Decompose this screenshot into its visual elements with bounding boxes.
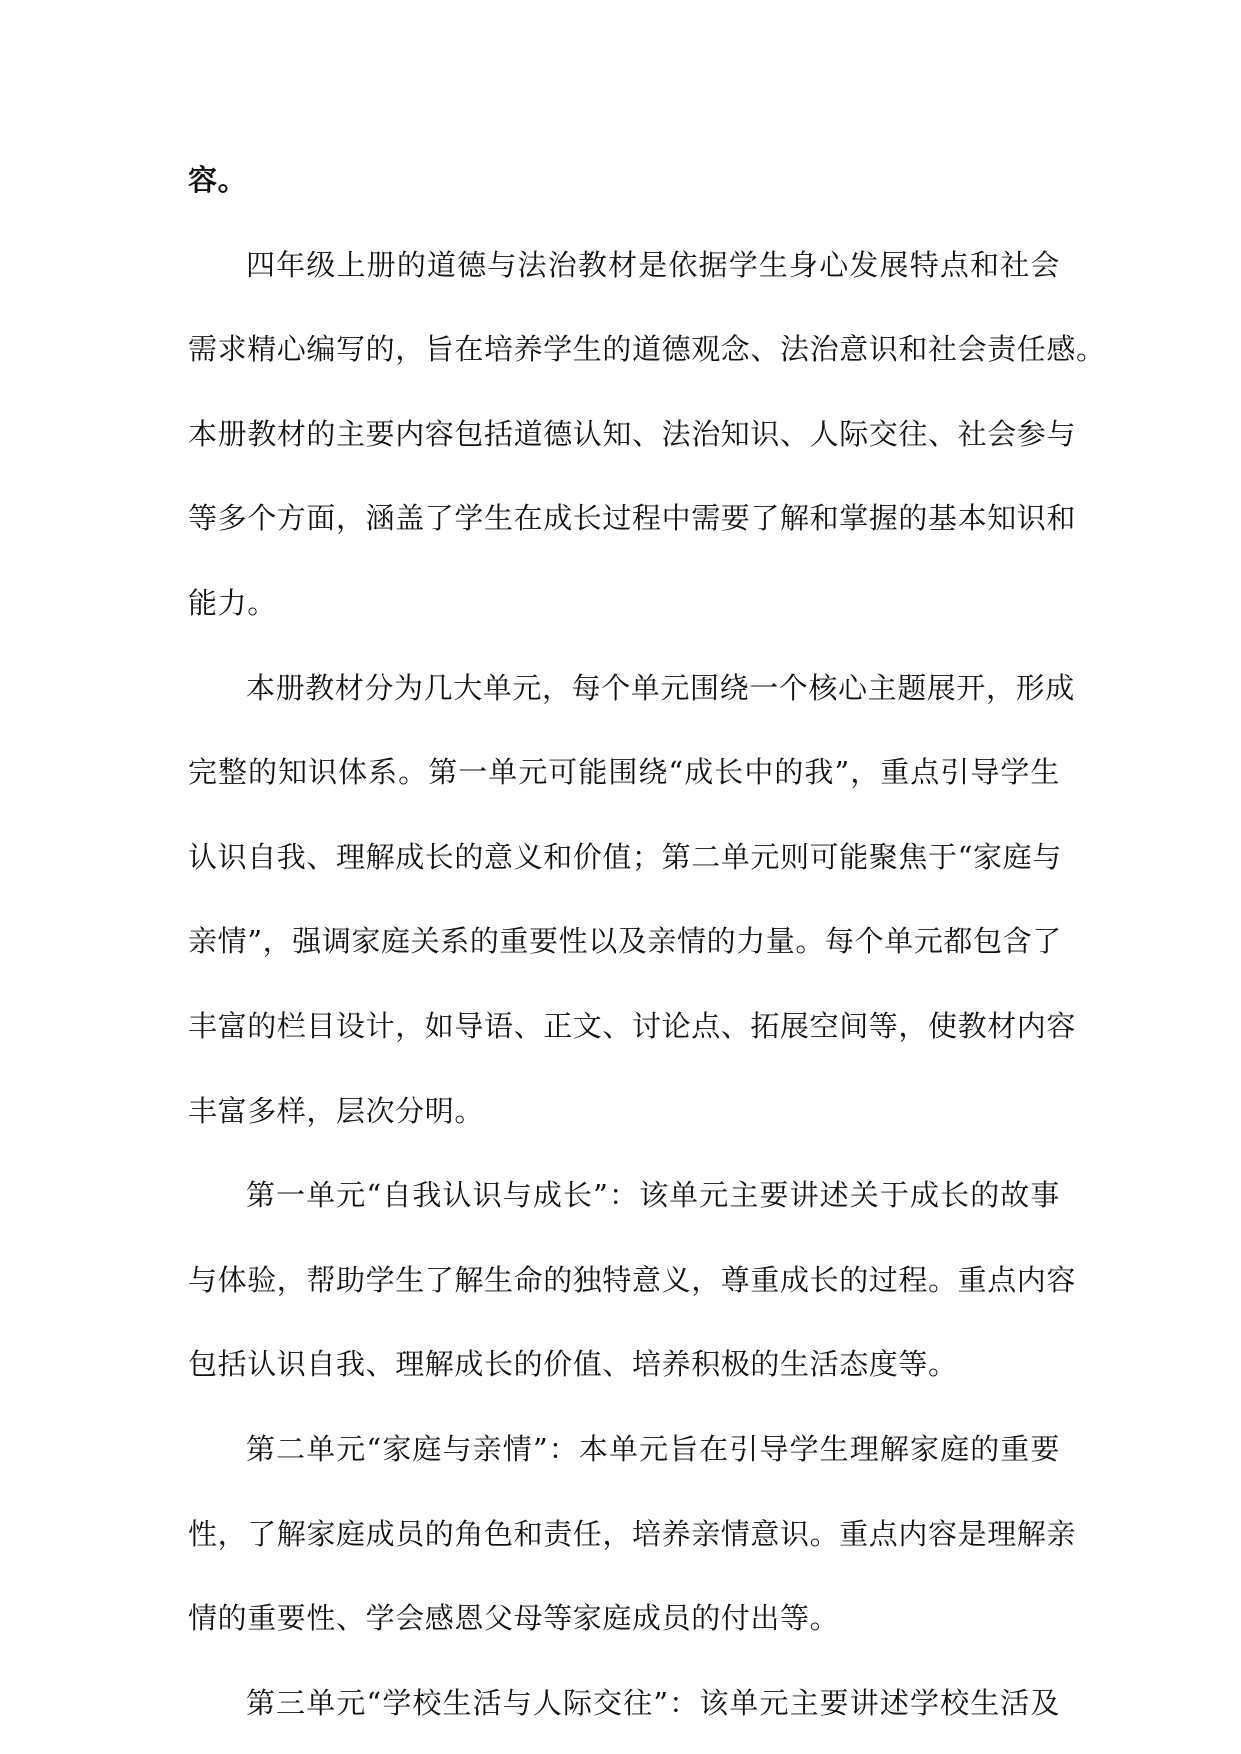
text-line: 第二单元“家庭与亲情”：本单元旨在引导学生理解家庭的重要 bbox=[246, 1431, 1060, 1466]
text-line: 丰富多样，层次分明。 bbox=[188, 1093, 485, 1128]
text-line: 性，了解家庭成员的角色和责任，培养亲情意识。重点内容是理解亲 bbox=[188, 1516, 1077, 1551]
paragraph bbox=[188, 223, 1106, 646]
text-line: 亲情”，强调家庭关系的重要性以及亲情的力量。每个单元都包含了 bbox=[188, 924, 1062, 959]
document-body bbox=[188, 138, 1106, 1745]
text-line: 本册教材分为几大单元，每个单元围绕一个核心主题展开，形成 bbox=[246, 670, 1075, 705]
paragraph bbox=[188, 1407, 1077, 1661]
paragraph bbox=[188, 1661, 1060, 1746]
text-line: 本册教材的主要内容包括道德认知、法治知识、人际交往、社会参与 bbox=[188, 416, 1077, 451]
paragraph bbox=[188, 138, 1060, 223]
text-line: 第一单元“自我认识与成长”：该单元主要讲述关于成长的故事 bbox=[246, 1178, 1060, 1213]
text-line: 认识自我、理解成长的意义和价值；第二单元则可能聚焦于“家庭与 bbox=[188, 839, 1062, 874]
text-line: 丰富的栏目设计，如导语、正文、讨论点、拓展空间等，使教材内容 bbox=[188, 1008, 1077, 1043]
text-line: 完整的知识体系。第一单元可能围绕“成长中的我”，重点引导学生 bbox=[188, 755, 1060, 790]
paragraph bbox=[188, 646, 1077, 1154]
text-line: 情的重要性、学会感恩父母等家庭成员的付出等。 bbox=[188, 1601, 840, 1636]
text-line: 能力。 bbox=[188, 585, 277, 620]
text-line: 需求精心编写的，旨在培养学生的道德观念、法治意识和社会责任感。 bbox=[188, 332, 1106, 367]
text-line: 第三单元“学校生活与人际交往”：该单元主要讲述学校生活及 bbox=[246, 1685, 1060, 1720]
text-line: 与体验，帮助学生了解生命的独特意义，尊重成长的过程。重点内容 bbox=[188, 1262, 1077, 1297]
text-line: 容。 bbox=[188, 163, 248, 197]
text-line: 等多个方面，涵盖了学生在成长过程中需要了解和掌握的基本知识和 bbox=[188, 501, 1077, 536]
text-line: 四年级上册的道德与法治教材是依据学生身心发展特点和社会 bbox=[246, 247, 1060, 282]
paragraph bbox=[188, 1153, 1077, 1407]
text-line: 包括认识自我、理解成长的价值、培养积极的生活态度等。 bbox=[188, 1347, 958, 1382]
